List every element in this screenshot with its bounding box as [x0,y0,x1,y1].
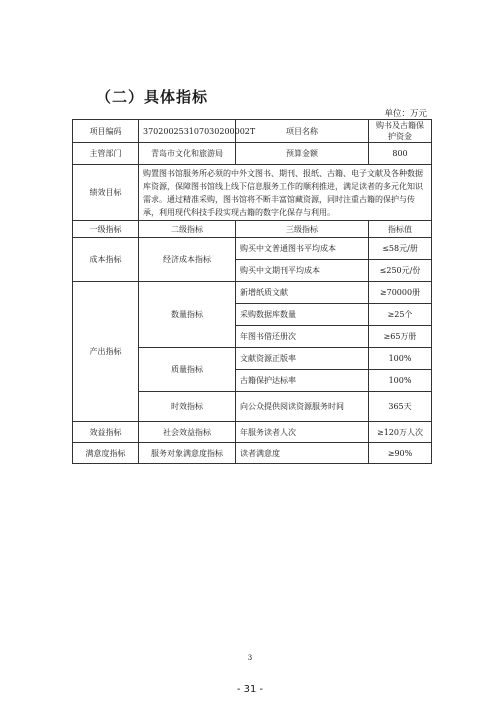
project-name-label: 项目名称 [236,120,369,143]
table-row [73,422,432,443]
level2-quality: 质量指标 [139,348,236,392]
table-row [73,238,432,260]
header-level1: 一级指标 [73,221,139,238]
level1-cost: 成本指标 [73,238,139,282]
level3-name: 文献资源正版率 [236,348,369,370]
level3-value: 100% [369,370,432,392]
project-code-value: 370200253107030200002T [139,120,236,143]
project-code-label: 项目编码 [73,120,139,143]
level2-satisfaction: 服务对象满意度指标 [139,443,236,464]
level3-name: 新增纸质文献 [236,282,369,304]
level2-quantity: 数量指标 [139,282,236,348]
page-footer: - 31 - [236,684,264,695]
level1-output: 产出指标 [73,282,139,422]
level3-value: 365天 [369,392,432,422]
level3-name: 读者满意度 [236,443,369,464]
level2-social-benefit: 社会效益指标 [139,422,236,443]
table-row [73,443,432,464]
project-name-value: 购书及古籍保护资金 [369,120,432,143]
project-code-row [73,120,432,143]
department-label: 主管部门 [73,143,139,165]
header-row [73,221,432,238]
level3-name: 购买中文普通图书平均成本 [236,238,369,260]
goal-row [73,165,432,221]
page-number: 3 [247,654,253,662]
level1-satisfaction: 满意度指标 [73,443,139,464]
level3-name: 古籍保护达标率 [236,370,369,392]
section-heading: （二）具体指标 [96,88,209,106]
department-row [73,143,432,165]
level3-name: 向公众提供阅读资源服务时间 [236,392,369,422]
table-row [73,282,432,304]
level2-economic-cost: 经济成本指标 [139,238,236,282]
budget-label: 预算金额 [236,143,369,165]
header-value: 指标值 [369,221,432,238]
level3-value: ≥90% [369,443,432,464]
header-level2: 二级指标 [139,221,236,238]
level3-value: ≥65万册 [369,326,432,348]
level3-name: 购买中文期刊平均成本 [236,260,369,282]
level1-benefit: 效益指标 [73,422,139,443]
level3-name: 年服务读者人次 [236,422,369,443]
unit-label: 单位：万元 [384,109,427,119]
level2-time: 时效指标 [139,392,236,422]
level3-value: ≤250元/份 [369,260,432,282]
budget-value: 800 [369,143,432,165]
level3-name: 年图书借还册次 [236,326,369,348]
department-value: 青岛市文化和旅游局 [139,143,236,165]
goal-label: 绩效目标 [73,165,139,221]
goal-text: 购置图书馆服务所必须的中外文图书、期刊、报纸、古籍、电子文献及各种数据库资源，保障图书馆线上线下信息服务工作的顺利推进，满足读者的多元化知识需求。通过精准采购，图书馆将不断丰富馆藏资源，同时注重古籍的保护与传承，利用现代科技手段实现古籍的数字化保存与利用。 [139,165,432,221]
indicator-table [72,119,432,464]
level3-value: ≤58元/册 [369,238,432,260]
header-level3: 三级指标 [236,221,369,238]
level3-value: 100% [369,348,432,370]
level3-name: 采购数据库数量 [236,304,369,326]
level3-value: ≥25个 [369,304,432,326]
level3-value: ≥70000册 [369,282,432,304]
level3-value: ≥120万人次 [369,422,432,443]
